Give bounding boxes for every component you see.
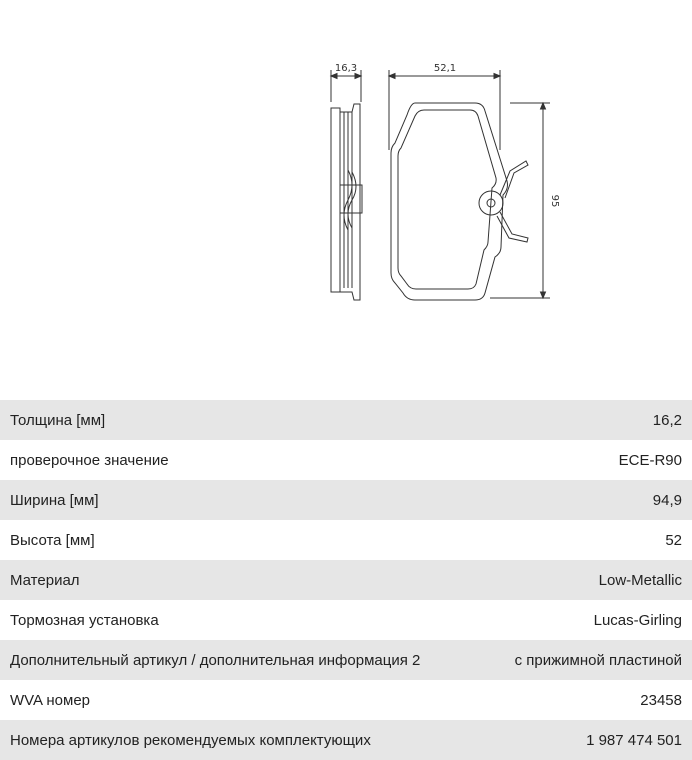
spec-label: проверочное значение [10, 451, 169, 469]
spec-value: 52 [665, 531, 682, 549]
table-row [0, 600, 692, 640]
spec-value: 94,9 [652, 491, 682, 509]
dim-height-label: 95 [549, 194, 560, 208]
spec-label: WVA номер [10, 691, 91, 709]
spec-label: Материал [10, 571, 80, 589]
spec-value: 1 987 474 501 [586, 731, 682, 749]
table-row [0, 720, 692, 760]
spec-value: ECE-R90 [618, 451, 682, 469]
spec-label: Номера артикулов рекомендуемых комплектующих [10, 731, 371, 749]
spec-label: Тормозная установка [10, 611, 159, 629]
pad-side-view [331, 104, 362, 300]
table-row [0, 640, 692, 680]
spec-label: Толщина [мм] [10, 411, 106, 429]
dim-thickness-label: 16,3 [334, 63, 358, 74]
spec-value: Low-Metallic [598, 571, 682, 589]
table-row [0, 560, 692, 600]
table-row [0, 480, 692, 520]
dim-width-label: 52,1 [433, 63, 457, 74]
table-row [0, 400, 692, 440]
pad-front-view [391, 103, 528, 300]
spec-label: Высота [мм] [10, 531, 95, 549]
spec-value: 16,2 [652, 411, 682, 429]
specs-table [0, 400, 692, 760]
spec-label: Ширина [мм] [10, 491, 99, 509]
table-row [0, 520, 692, 560]
spec-value: с прижимной пластиной [514, 651, 682, 669]
table-row [0, 440, 692, 480]
spec-label: Дополнительный артикул / дополнительная информация 2 [10, 651, 421, 669]
spec-value: Lucas-Girling [593, 611, 682, 629]
spec-value: 23458 [640, 691, 682, 709]
table-row [0, 680, 692, 720]
